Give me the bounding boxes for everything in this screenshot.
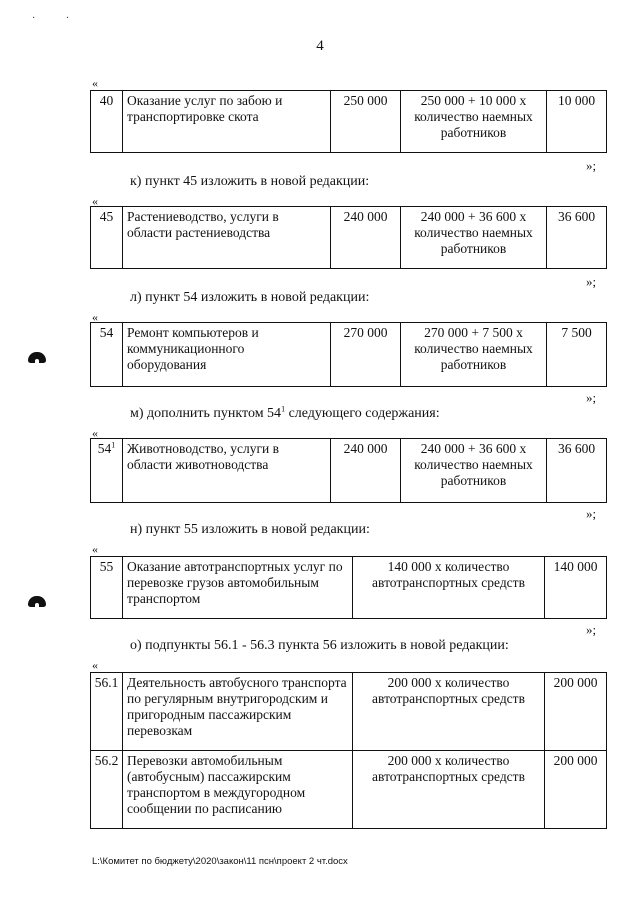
open-quote: «	[92, 76, 98, 90]
close-quote: »;	[586, 506, 597, 521]
table-row-54-1	[90, 438, 607, 503]
table-row-54	[90, 322, 607, 387]
base-amount: 270 000	[331, 323, 401, 387]
table-row	[91, 751, 607, 829]
open-quote: «	[92, 426, 98, 440]
close-quote: »;	[586, 158, 597, 173]
base-amount: 250 000	[331, 91, 401, 153]
rate: 7 500	[547, 323, 607, 387]
instruction-o: о) подпункты 56.1 - 56.3 пункта 56 изложить в новой редакции:	[130, 638, 509, 653]
rate: 140 000	[545, 557, 607, 619]
row-number: 40	[91, 91, 123, 153]
rate: 36 600	[547, 439, 607, 503]
table-row-45	[90, 206, 607, 269]
open-quote: «	[92, 310, 98, 324]
formula: 140 000 х количество автотранспортных средств	[353, 557, 545, 619]
table-row-55	[90, 556, 607, 619]
close-quote: »;	[586, 274, 597, 289]
activity-name: Ремонт компьютеров и коммуникационного оборудования	[123, 323, 331, 387]
row-number: 56.2	[91, 751, 123, 829]
formula: 240 000 + 36 600 х количество наемных работников	[401, 207, 547, 269]
instruction-m-sup: 1	[281, 404, 286, 414]
row-number	[91, 439, 123, 503]
instruction-l: л) пункт 54 изложить в новой редакции:	[130, 290, 370, 305]
instruction-m-text: м) дополнить пунктом 54	[130, 406, 282, 421]
base-amount: 240 000	[331, 439, 401, 503]
activity-name: Растениеводство, услуги в области растениеводства	[123, 207, 331, 269]
open-quote: «	[92, 194, 98, 208]
footer-file-path: L:\Комитет по бюджету\2020\закон\11 псн\проект 2 чт.docx	[92, 856, 348, 867]
activity-name: Перевозки автомобильным (автобусным) пассажирским транспортом в междугородном сообщении по расписанию	[123, 751, 353, 829]
row-number: 55	[91, 557, 123, 619]
table-56	[90, 672, 607, 829]
activity-name: Оказание услуг по забою и транспортировке скота	[123, 91, 331, 153]
close-quote: »;	[586, 622, 597, 637]
formula: 270 000 + 7 500 х количество наемных работников	[401, 323, 547, 387]
activity-name: Животноводство, услуги в области животноводства	[123, 439, 331, 503]
instruction-k: к) пункт 45 изложить в новой редакции:	[130, 174, 370, 189]
page-number: 4	[316, 38, 324, 54]
row-number: 54	[91, 323, 123, 387]
formula: 240 000 + 36 600 х количество наемных работников	[401, 439, 547, 503]
instruction-m-tail: следующего содержания:	[285, 406, 440, 421]
row-number: 56.1	[91, 673, 123, 751]
row-number-text: 54	[97, 441, 112, 456]
activity-name: Оказание автотранспортных услуг по перевозке грузов автомобильным транспортом	[123, 557, 353, 619]
activity-name: Деятельность автобусного транспорта по регулярным внутригородским и пригородным пассажирским перевозкам	[123, 673, 353, 751]
instruction-n: н) пункт 55 изложить в новой редакции:	[130, 522, 370, 537]
base-amount: 240 000	[331, 207, 401, 269]
binder-hole-mark	[28, 352, 46, 363]
close-quote: »;	[586, 390, 597, 405]
formula: 200 000 х количество автотранспортных средств	[353, 673, 545, 751]
rate: 200 000	[545, 673, 607, 751]
table-row-40	[90, 90, 607, 153]
rate: 36 600	[547, 207, 607, 269]
instruction-m	[130, 406, 440, 422]
open-quote: «	[92, 658, 98, 672]
rate: 200 000	[545, 751, 607, 829]
open-quote: «	[92, 542, 98, 556]
table-row	[91, 673, 607, 751]
scan-specks: · ·	[32, 13, 84, 24]
formula: 250 000 + 10 000 х количество наемных работников	[401, 91, 547, 153]
binder-hole-mark	[28, 596, 46, 607]
formula: 200 000 х количество автотранспортных средств	[353, 751, 545, 829]
rate: 10 000	[547, 91, 607, 153]
row-number: 45	[91, 207, 123, 269]
row-number-sup: 1	[111, 440, 116, 450]
